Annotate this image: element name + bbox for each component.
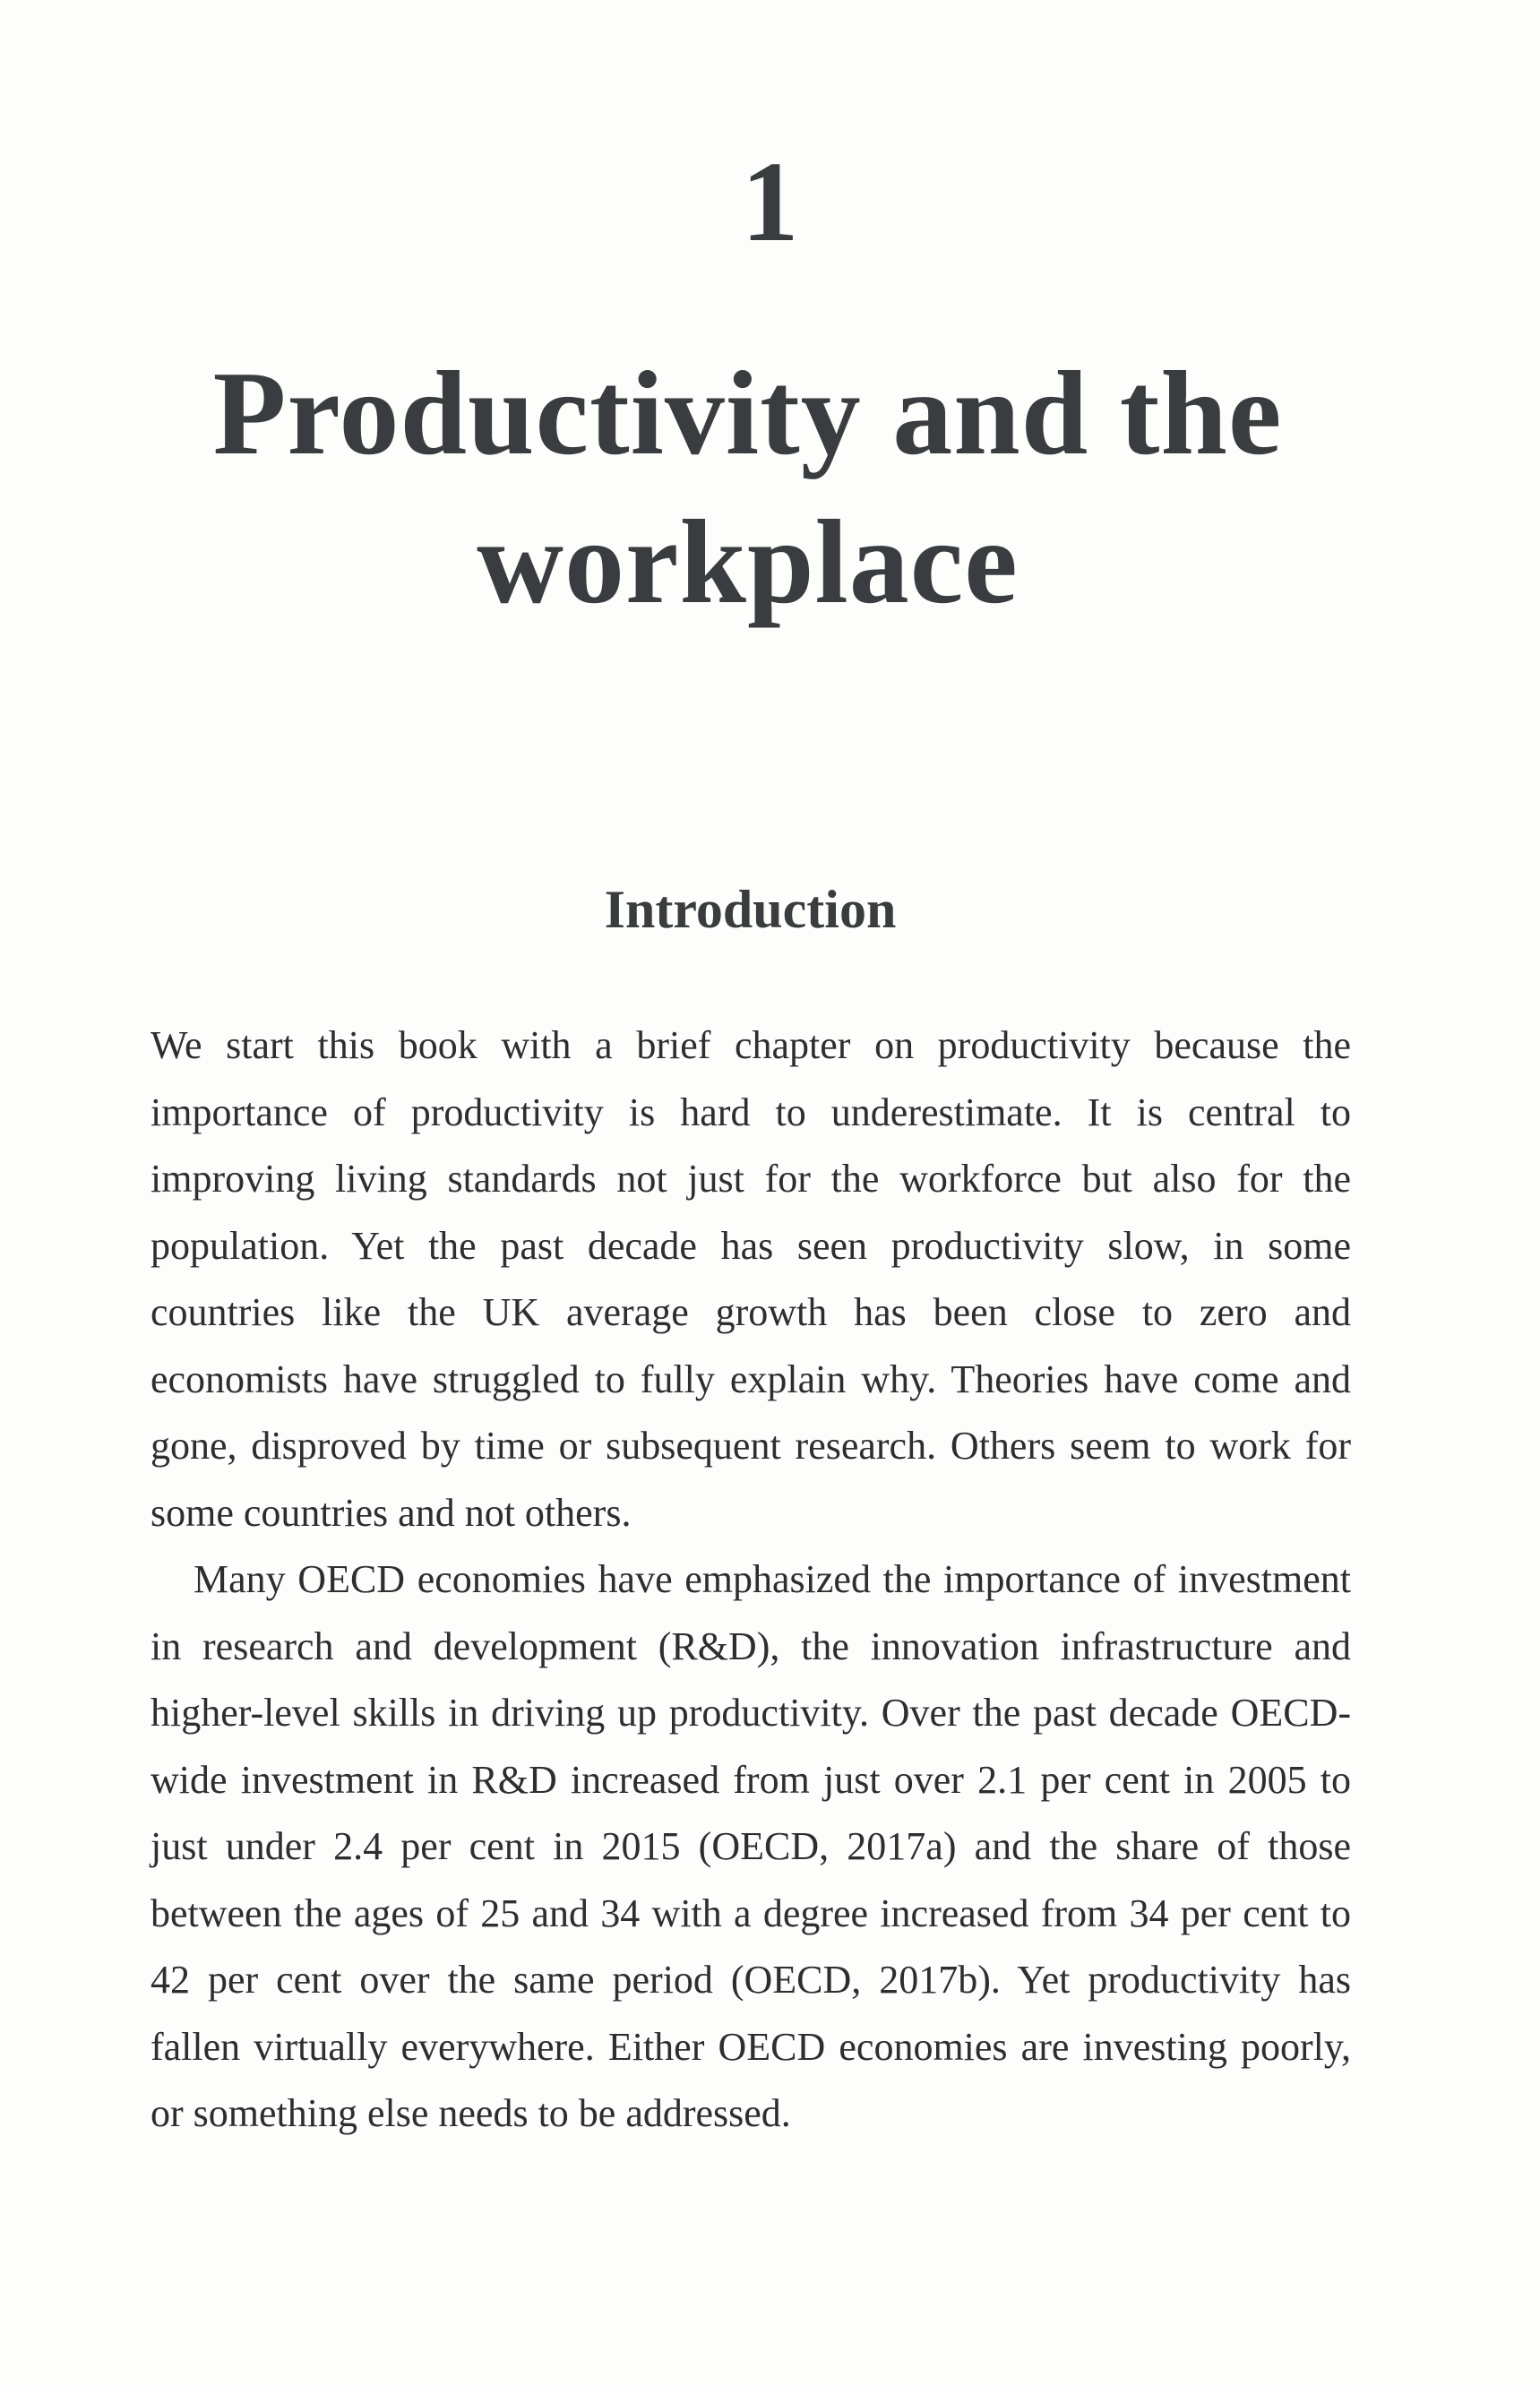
section-heading: Introduction	[604, 880, 897, 939]
paragraph-1: We start this book with a brief chapter on productivity because the importance of productivity is hard to underestimate. It is central to improving living standards not just for the workforce but also for the population. Yet the past decade has seen productivity slow, in some countries like the UK average growth has been close to zero and economists have struggled to fully explain why. Theories have come and gone, disproved by time or subsequent research. Others seem to work for some countries and not others.	[151, 1023, 1351, 1535]
body-text	[151, 1012, 1351, 2148]
chapter-title-line-2: workplace	[477, 495, 1019, 628]
chapter-number: 1	[741, 138, 799, 265]
chapter-title-line-1: Productivity and the	[212, 347, 1283, 479]
chapter-title	[0, 339, 1495, 636]
paragraph-2: Many OECD economies have emphasized the importance of investment in research and development (R&D), the innovation infrastructure and higher-level skills in driving up productivity. Over the past decade OECD-wide investment in R&D increased from just over 2.1 per cent in 2005 to just under 2.4 per cent in 2015 (OECD, 2017a) and the share of those between the ages of 25 and 34 with a degree increased from 34 per cent to 42 per cent over the same period (OECD, 2017b). Yet productivity has fallen virtually everywhere. Either OECD economies are investing poorly, or something else needs to be addressed.	[151, 1557, 1351, 2135]
